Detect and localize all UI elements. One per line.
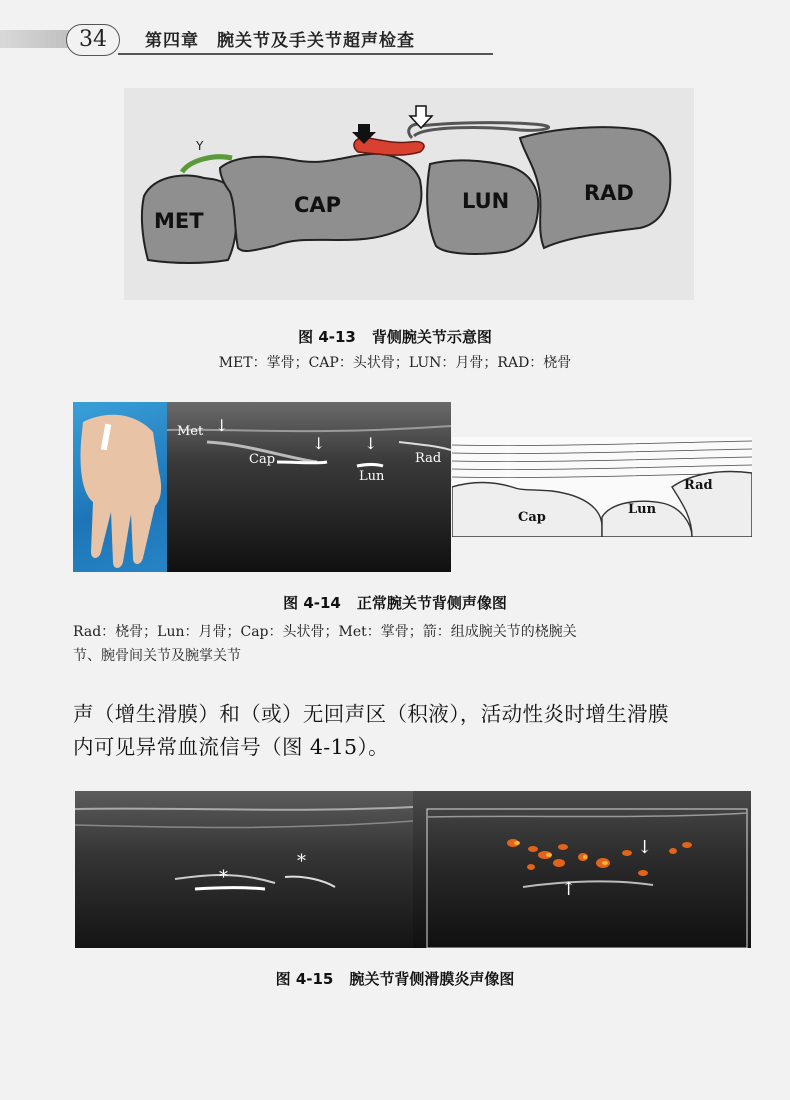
- down-arrow-icon: ↓: [215, 416, 229, 435]
- us-label-met: Met: [177, 424, 204, 439]
- capsule-line: [414, 123, 549, 136]
- normal-ultrasound-image: [167, 402, 451, 572]
- us-label-lun: Lun: [359, 469, 385, 484]
- figure-4-14-number: 图 4-14: [283, 594, 341, 612]
- figure-4-13-title: 背侧腕关节示意图: [371, 328, 492, 346]
- figure-4-15-title: 腕关节背侧滑膜炎声像图: [349, 970, 515, 988]
- body-paragraph: [73, 698, 753, 764]
- figure-4-15-number: 图 4-15: [275, 970, 334, 988]
- page-number: 34: [66, 24, 120, 56]
- label-cap: CAP: [294, 193, 342, 217]
- header-rule: [118, 53, 493, 55]
- figure-4-13-schematic: [124, 88, 694, 300]
- ultrasound-texture: [167, 402, 451, 572]
- asterisk-2: *: [297, 851, 306, 872]
- up-arrow-icon: ↑: [561, 879, 577, 900]
- grayscale-texture: [75, 791, 413, 948]
- marker-y: Y: [196, 139, 204, 153]
- figure-4-14-caption: [0, 592, 790, 613]
- body-line-1: 声（增生滑膜）和（或）无回声区（积液），活动性炎时增生滑膜: [73, 702, 669, 726]
- down-arrow-icon: ↓: [637, 837, 653, 858]
- figure-4-14-legend-line1: Rad：桡骨；Lun：月骨；Cap：头状骨；Met：掌骨；箭：组成腕关节的桡腕关: [73, 624, 577, 640]
- figure-4-14-legend-line2: 节、腕骨间关节及腕掌关节: [73, 648, 241, 664]
- label-met: MET: [154, 209, 204, 233]
- synovitis-grayscale-image: [75, 791, 413, 948]
- label-lun: LUN: [462, 189, 510, 213]
- figure-4-13-caption: [0, 326, 790, 347]
- sketch-label-cap: Cap: [518, 510, 546, 525]
- label-rad: RAD: [584, 181, 634, 205]
- down-arrow-icon: ↓: [312, 434, 326, 453]
- figure-4-13-number: 图 4-13: [298, 328, 356, 346]
- synovitis-doppler-image: [413, 791, 751, 948]
- us-label-cap: Cap: [249, 452, 276, 467]
- figure-4-15-caption: [0, 968, 790, 989]
- figure-4-14-title: 正常腕关节背侧声像图: [356, 594, 507, 612]
- us-label-rad: Rad: [415, 451, 442, 466]
- hand-illustration: [73, 402, 167, 572]
- asterisk-1: *: [219, 867, 228, 888]
- body-line-2: 内可见异常血流信号（图 4-15）。: [73, 735, 390, 759]
- figure-4-13-legend: MET：掌骨；CAP：头状骨；LUN：月骨；RAD：桡骨: [218, 355, 572, 371]
- page-header: [0, 22, 495, 60]
- hand-photo: [73, 402, 167, 572]
- down-arrow-icon: ↓: [364, 434, 378, 453]
- sketch-label-rad: Rad: [684, 478, 713, 493]
- anatomic-sketch: [452, 437, 752, 537]
- doppler-texture: [413, 791, 751, 948]
- chapter-title: 第四章 腕关节及手关节超声检查: [145, 31, 415, 51]
- sketch-label-lun: Lun: [628, 502, 657, 517]
